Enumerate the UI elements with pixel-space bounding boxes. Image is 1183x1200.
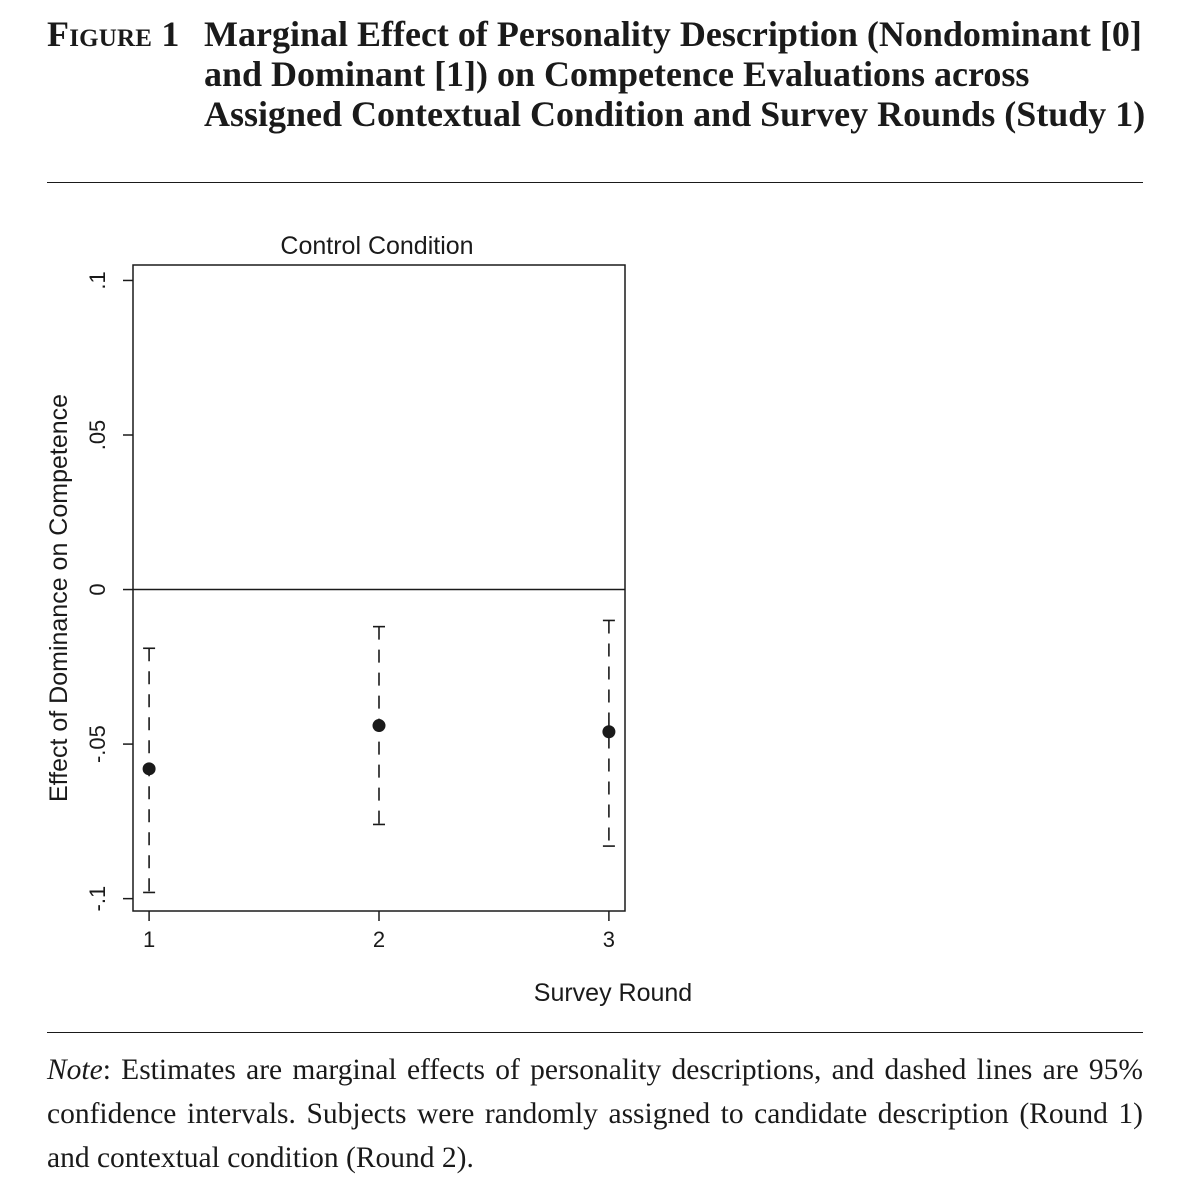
bottom-rule — [47, 1032, 1143, 1033]
confidence-intervals — [143, 620, 615, 892]
y-tick-label-3: .05 — [85, 419, 110, 451]
y-tick-label-1: -.05 — [85, 725, 110, 764]
x-axis — [143, 911, 615, 952]
point-round-1 — [143, 762, 156, 775]
top-rule — [47, 182, 1143, 183]
figure-note — [47, 1048, 1143, 1180]
y-axis — [85, 271, 133, 911]
x-tick-label-2: 3 — [602, 927, 616, 952]
figure-title: Marginal Effect of Personality Description (Nondominant [0] and Dominant [1]) on Competence Evaluations across Assigned Contextual Condition and Survey Rounds (Study 1) — [204, 14, 1146, 134]
point-round-3 — [602, 725, 615, 738]
x-axis-label: Survey Round — [533, 979, 693, 1007]
y-axis-label: Effect of Dominance on Competence — [45, 393, 73, 803]
y-tick-label-4: .1 — [85, 271, 110, 290]
figure-label: Figure 1 — [47, 14, 180, 54]
point-round-2 — [373, 719, 386, 732]
y-tick-label-0: -.1 — [85, 885, 110, 912]
y-tick-label-2: 0 — [85, 583, 110, 596]
x-tick-label-1: 2 — [372, 927, 386, 952]
x-tick-label-0: 1 — [142, 927, 156, 952]
chart — [0, 190, 760, 1020]
chart-title: Control Condition — [280, 232, 474, 260]
note-lead: Note — [47, 1054, 103, 1086]
note-text: : Estimates are marginal effects of personality descriptions, and dashed lines are 95% confidence intervals. Subjects were randomly assigned to candidate description (Round 1) and contextual condition (Round 2). — [47, 1054, 1143, 1174]
